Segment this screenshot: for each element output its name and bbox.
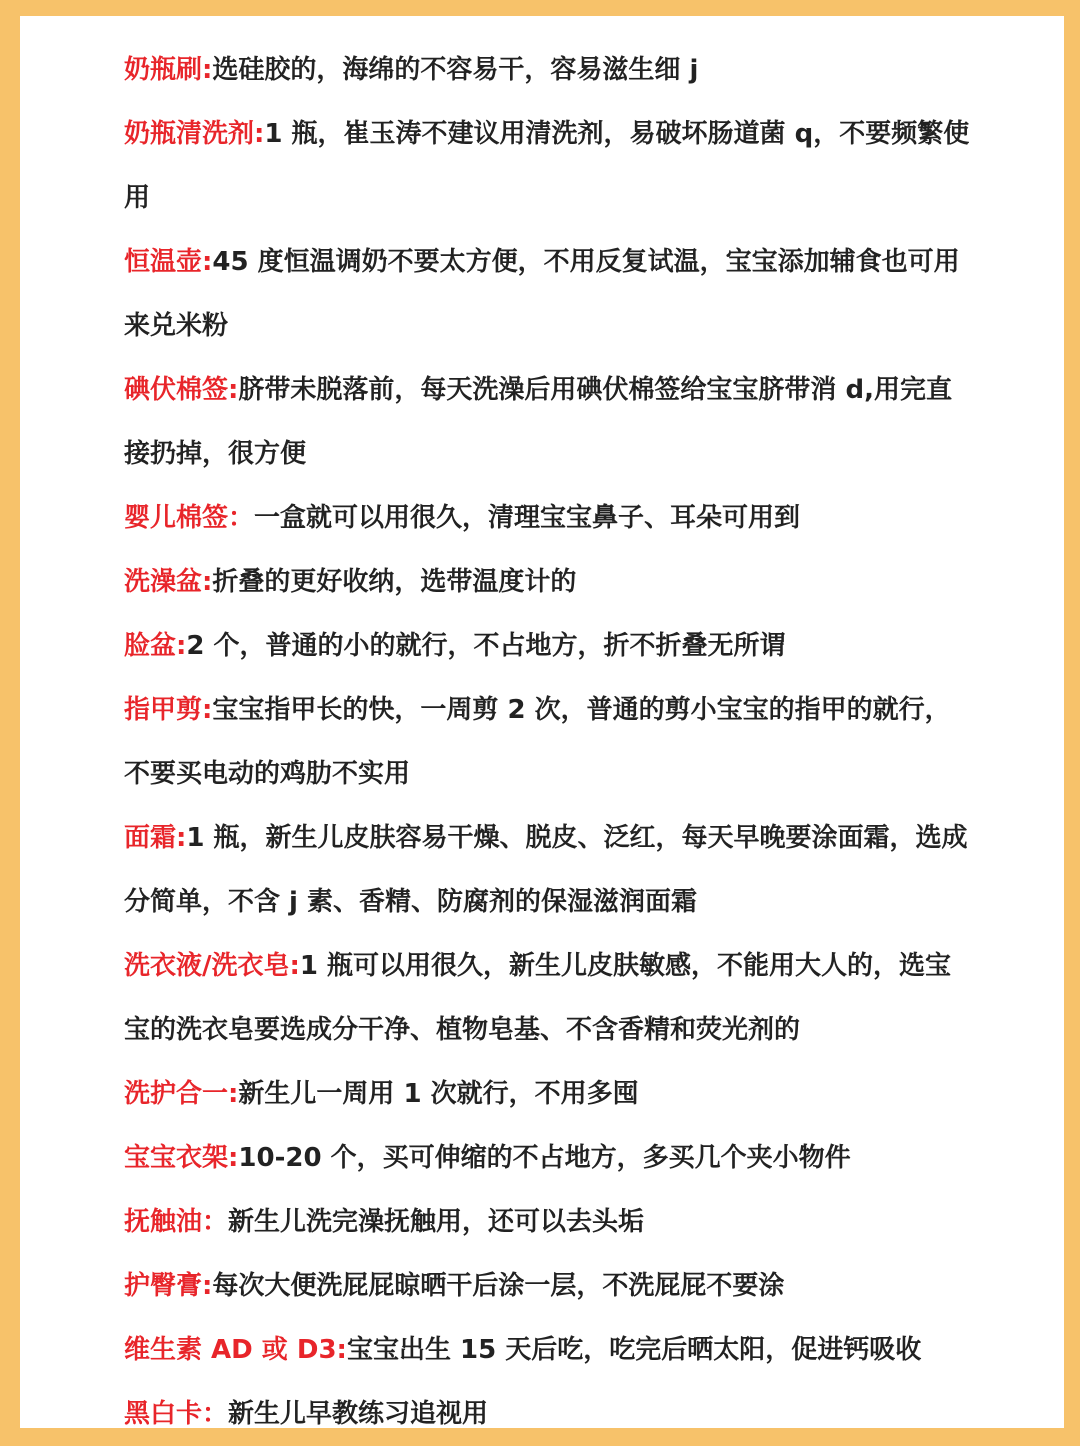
item-list xyxy=(124,38,974,1446)
item-label: 碘伏棉签: xyxy=(124,375,239,405)
list-item xyxy=(124,230,974,358)
item-text: 1 瓶，崔玉涛不建议用清洗剂，易破坏肠道菌 q，不要频繁使用 xyxy=(124,119,970,213)
item-label: 脸盆: xyxy=(124,631,187,661)
item-text: 每次大便洗屁屁晾晒干后涂一层，不洗屁屁不要涂 xyxy=(212,1271,785,1301)
list-item xyxy=(124,806,974,934)
list-item xyxy=(124,678,974,806)
list-item xyxy=(124,358,974,486)
content-card xyxy=(20,16,1064,1428)
list-item xyxy=(124,614,974,678)
item-text: 宝宝出生 15 天后吃，吃完后晒太阳，促进钙吸收 xyxy=(346,1335,922,1365)
item-label: 护臀膏: xyxy=(124,1271,213,1301)
item-label: 维生素 AD 或 D3: xyxy=(124,1335,347,1365)
item-text: 10-20 个，买可伸缩的不占地方，多买几个夹小物件 xyxy=(238,1143,851,1173)
item-text: 宝宝指甲长的快，一周剪 2 次，普通的剪小宝宝的指甲的就行，不要买电动的鸡肋不实用 xyxy=(124,695,951,789)
list-item xyxy=(124,1382,974,1446)
item-text: 脐带未脱落前，每天洗澡后用碘伏棉签给宝宝脐带消 d,用完直接扔掉，很方便 xyxy=(124,375,952,469)
item-label: 洗护合一: xyxy=(124,1079,239,1109)
item-text: 1 瓶，新生儿皮肤容易干燥、脱皮、泛红，每天早晚要涂面霜，选成分简单，不含 j 素、香精、防腐剂的保湿滋润面霜 xyxy=(124,823,968,917)
item-text: 新生儿早教练习追视用 xyxy=(228,1399,489,1429)
item-label: 洗澡盆: xyxy=(124,567,213,597)
item-text: 2 个，普通的小的就行，不占地方，折不折叠无所谓 xyxy=(186,631,786,661)
item-label: 奶瓶刷: xyxy=(124,55,213,85)
list-item xyxy=(124,550,974,614)
item-label: 抚触油： xyxy=(124,1207,229,1237)
item-label: 婴儿棉签： xyxy=(124,503,255,533)
item-label: 宝宝衣架: xyxy=(124,1143,239,1173)
list-item xyxy=(124,1126,974,1190)
list-item xyxy=(124,1062,974,1126)
item-label: 面霜: xyxy=(124,823,187,853)
item-text: 一盒就可以用很久，清理宝宝鼻子、耳朵可用到 xyxy=(254,503,801,533)
item-text: 1 瓶可以用很久，新生儿皮肤敏感，不能用大人的，选宝宝的洗衣皂要选成分干净、植物皂基、不含香精和荧光剂的 xyxy=(124,951,952,1045)
list-item xyxy=(124,1190,974,1254)
list-item xyxy=(124,934,974,1062)
item-label: 奶瓶清洗剂: xyxy=(124,119,265,149)
item-text: 选硅胶的，海绵的不容易干，容易滋生细 j xyxy=(212,55,699,85)
list-item xyxy=(124,102,974,230)
item-text: 新生儿一周用 1 次就行，不用多囤 xyxy=(238,1079,639,1109)
list-item xyxy=(124,1318,974,1382)
item-text: 45 度恒温调奶不要太方便，不用反复试温，宝宝添加辅食也可用来兑米粉 xyxy=(124,247,960,341)
item-label: 洗衣液/洗衣皂: xyxy=(124,951,300,981)
item-label: 黑白卡： xyxy=(124,1399,229,1429)
item-text: 折叠的更好收纳，选带温度计的 xyxy=(212,567,577,597)
item-text: 新生儿洗完澡抚触用，还可以去头垢 xyxy=(228,1207,645,1237)
list-item xyxy=(124,38,974,102)
list-item xyxy=(124,486,974,550)
list-item xyxy=(124,1254,974,1318)
item-label: 指甲剪: xyxy=(124,695,213,725)
item-label: 恒温壶: xyxy=(124,247,213,277)
